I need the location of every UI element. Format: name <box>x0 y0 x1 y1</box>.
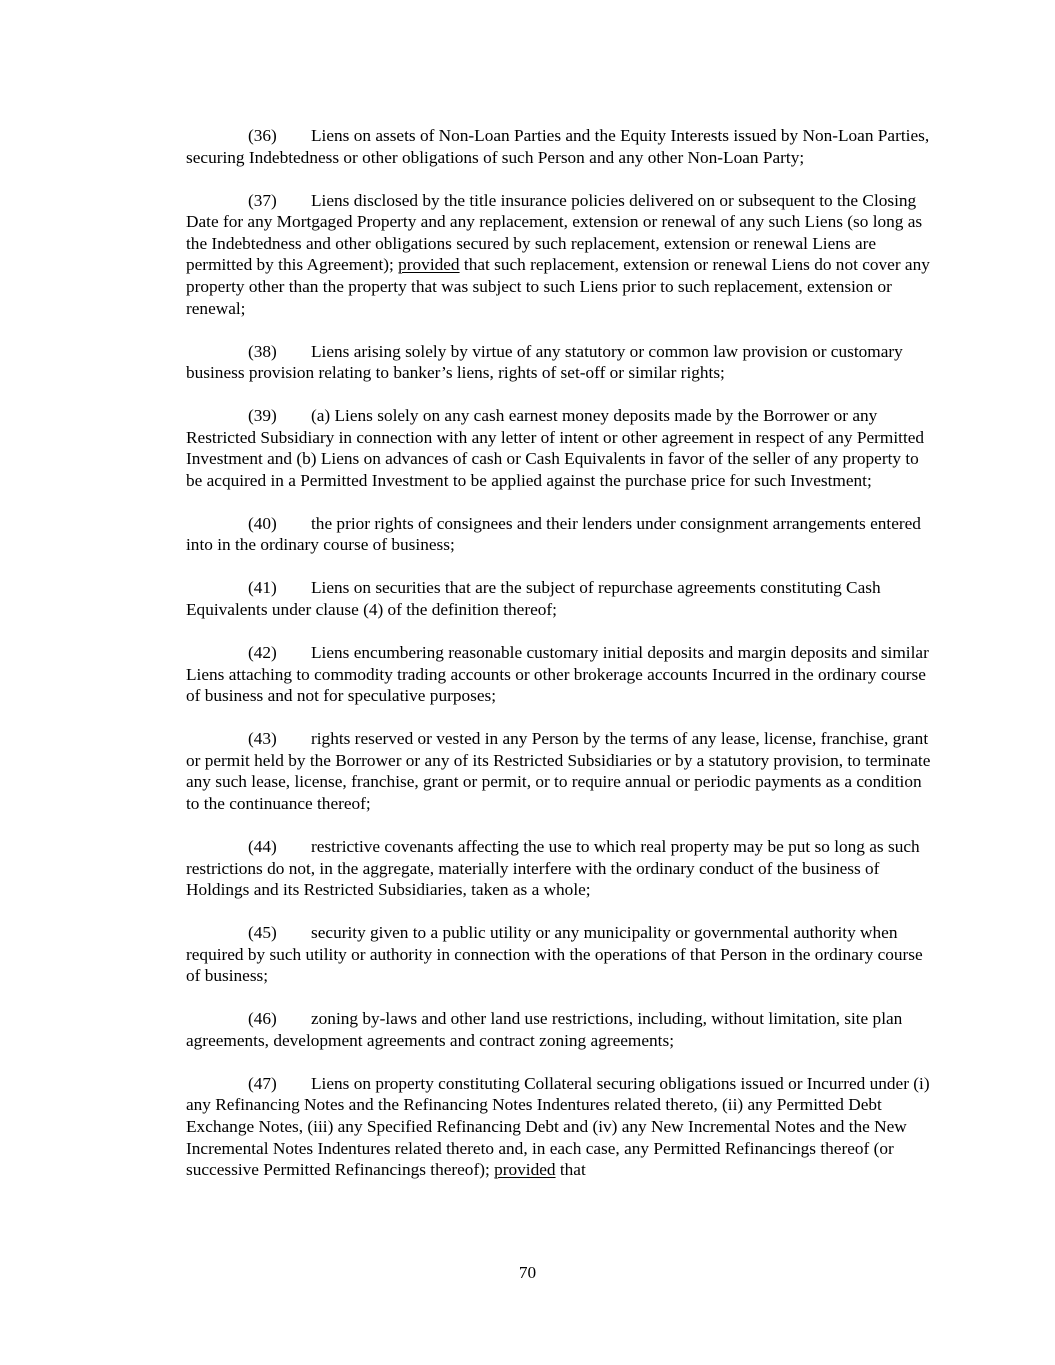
clause-text: security given to a public utility or any municipality or governmental authority when required by such utility or authority in connection with the operations of that Person in the ordinary course of business; <box>186 923 923 986</box>
clause-number: (44) <box>248 836 277 856</box>
clause-text: the prior rights of consignees and their lenders under consignment arrangements entered into in the ordinary course of business; <box>186 513 921 555</box>
clause-44 <box>186 836 931 901</box>
clause-number: (46) <box>248 1009 277 1029</box>
clause-text: Liens on securities that are the subject of repurchase agreements constituting Cash Equivalents under clause (4) of the definition thereof; <box>186 578 881 620</box>
clause-46 <box>186 1008 931 1051</box>
provided-term: provided <box>494 1160 556 1180</box>
clause-number: (41) <box>248 578 277 598</box>
clause-text: Liens on assets of Non-Loan Parties and the Equity Interests issued by Non-Loan Parties, securing Indebtedness or other obligations of such Person and any other Non-Loan Party; <box>186 126 930 167</box>
clause-text-continued: that such replacement, extension or renewal Liens do not cover any property other than the property that was subject to such Liens prior to such replacement, extension or renewal; <box>186 255 930 318</box>
clause-text: rights reserved or vested in any Person by the terms of any lease, license, franchise, grant or permit held by the Borrower or any of its Restricted Subsidiaries or by a statutory provision, to terminate any such lease, license, franchise, grant or permit, or to require annual or periodic payments as a condition to the continuance thereof; <box>186 729 931 813</box>
clause-text-continued: that <box>559 1160 586 1180</box>
clause-40 <box>186 513 931 556</box>
clause-text: restrictive covenants affecting the use to which real property may be put so long as such restrictions do not, in the aggregate, materially interfere with the ordinary conduct of the business of Holdings and its Restricted Subsidiaries, taken as a whole; <box>186 836 920 900</box>
clause-number: (38) <box>248 341 277 361</box>
clause-43 <box>186 728 931 814</box>
clause-42 <box>186 642 931 707</box>
clause-text: Liens on property constituting Collateral securing obligations issued or Incurred under (i) any Refinancing Notes and the Refinancing Notes Indentures related thereto, (ii) any Permitted Debt Exchange Notes, (iii) any Specified Refinancing Debt and (iv) any New Incremental Notes and the New Incremental Notes Indentures related thereto and, in each case, any Permitted Refinancings thereof (or successive Permitted Refinancings thereof); <box>186 1073 930 1180</box>
clause-number: (40) <box>248 513 277 533</box>
clause-41 <box>186 577 931 620</box>
clause-number: (42) <box>248 643 277 663</box>
clause-text: Liens arising solely by virtue of any statutory or common law provision or customary business provision relating to banker’s liens, rights of set-off or similar rights; <box>186 341 903 383</box>
clause-45 <box>186 922 931 987</box>
clause-number: (39) <box>248 406 277 426</box>
clause-text: (a) Liens solely on any cash earnest money deposits made by the Borrower or any Restricted Subsidiary in connection with any letter of intent or other agreement in respect of any Permitted Investment and (b) Liens on advances of cash or Cash Equivalents in favor of the seller of any property to be acquired in a Permitted Investment to be applied against the purchase price for such Investment; <box>186 406 925 490</box>
clause-number: (36) <box>248 126 277 145</box>
clause-number: (37) <box>248 190 277 210</box>
clause-39 <box>186 405 931 491</box>
provided-term: provided <box>398 255 460 275</box>
clause-number: (43) <box>248 729 277 749</box>
clause-37 <box>186 190 931 320</box>
clause-text: zoning by-laws and other land use restrictions, including, without limitation, site plan agreements, development agreements and contract zoning agreements; <box>186 1009 903 1050</box>
clause-47 <box>186 1073 931 1181</box>
clause-text: Liens encumbering reasonable customary initial deposits and margin deposits and similar Liens attaching to commodity trading accounts or other brokerage accounts Incurred in the ordinary course of business and not for speculative purposes; <box>186 643 929 706</box>
clause-38 <box>186 341 931 384</box>
page-body <box>186 125 931 1202</box>
clause-text: Liens disclosed by the title insurance policies delivered on or subsequent to the Closing Date for any Mortgaged Property and any replacement, extension or renewal of any such Liens (so long as the Indebtedness and other obligations secured by such replacement, extension or renewal Liens are permitted by this Agreement); <box>186 190 923 275</box>
clause-number: (45) <box>248 923 277 943</box>
clause-number: (47) <box>248 1073 277 1093</box>
page-number: 70 <box>518 1263 537 1282</box>
clause-36 <box>186 125 931 168</box>
